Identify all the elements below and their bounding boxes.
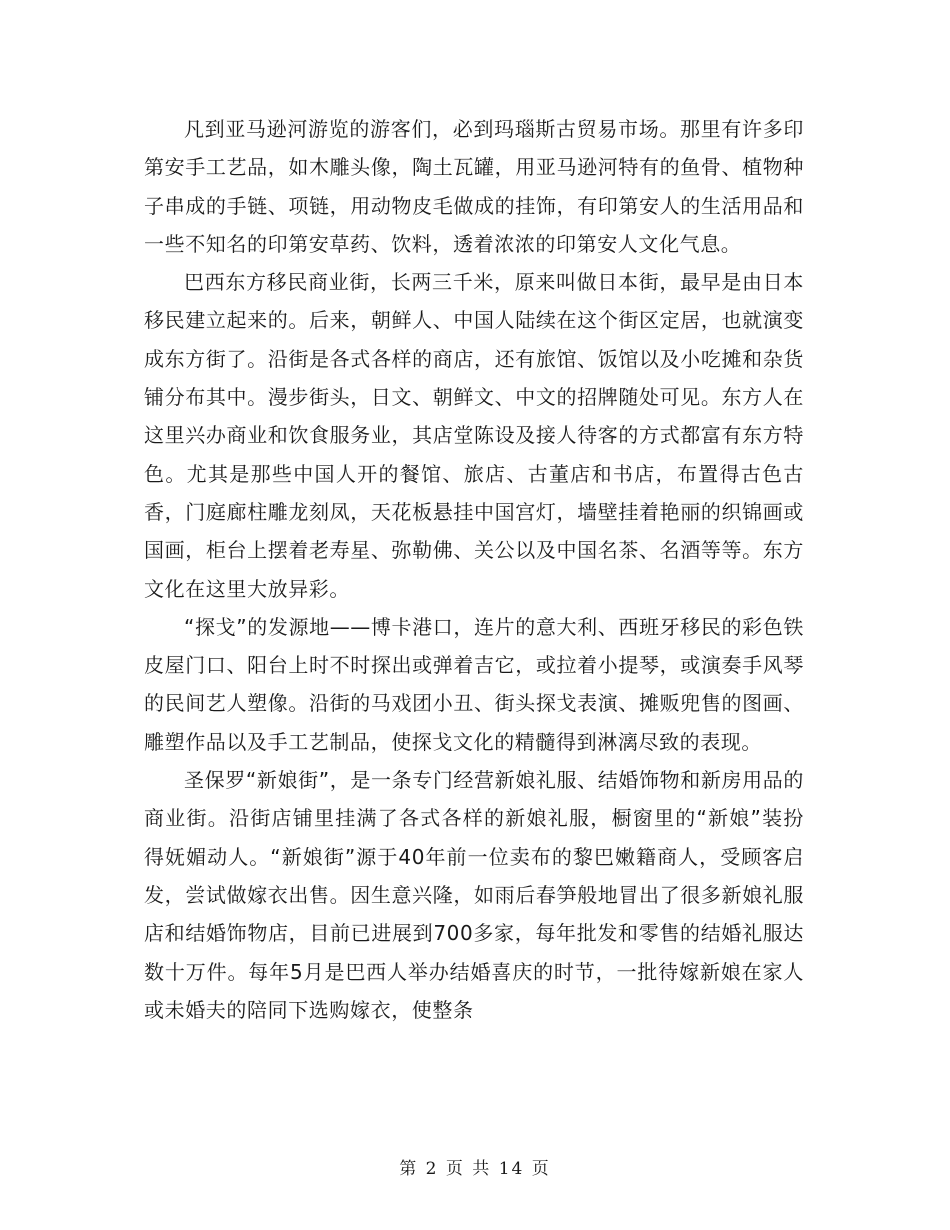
paragraph-oriental-street: 巴西东方移民商业街，长两三千米，原来叫做日本街，最早是由日本移民建立起来的。后来，朝鲜人、中国人陆续在这个街区定居，也就演变成东方街了。沿街是各式各样的商店，还有旅馆、饭馆以及小吃摊和杂货铺分布其中。漫步街头，日文、朝鲜文、中文的招牌随处可见。东方人在这里兴办商业和饮食服务业，其店堂陈设及接人待客的方式都富有东方特色。尤其是那些中国人开的餐馆、旅店、古董店和书店，布置得古色古香，门庭廊柱雕龙刻凤，天花板悬挂中国宫灯，墙壁挂着艳丽的织锦画或国画，柜台上摆着老寿星、弥勒佛、关公以及中国名茶、名酒等等。东方文化在这里大放异彩。 (144, 270, 804, 601)
paragraph-tango-origin: “探戈”的发源地——博卡港口，连片的意大利、西班牙移民的彩色铁皮屋门口、阳台上时不时探出或弹着吉它，或拉着小提琴，或演奏手风琴的民间艺人塑像。沿街的马戏团小丑、街头探戈表演、摊贩兜售的图画、雕塑作品以及手工艺制品，使探戈文化的精髓得到淋漓尽致的表现。 (144, 614, 804, 754)
paragraph-amazon-market: 凡到亚马逊河游览的游客们，必到玛瑙斯古贸易市场。那里有许多印第安手工艺品，如木雕头像，陶土瓦罐，用亚马逊河特有的鱼骨、植物种子串成的手链、项链，用动物皮毛做成的挂饰，有印第安人的生活用品和一些不知名的印第安草药、饮料，透着浓浓的印第安人文化气息。 (144, 117, 804, 256)
document-body (144, 110, 804, 1029)
footer-mid: 页 共 (445, 1159, 492, 1179)
page-footer (0, 1154, 950, 1179)
paragraph-bride-street: 圣保罗“新娘街”，是一条专门经营新娘礼服、结婚饰物和新房用品的商业街。沿街店铺里挂满了各式各样的新娘礼服，橱窗里的“新娘”装扮得妩媚动人。“新娘街”源于40年前一位卖布的黎巴嫩籍商人，受顾客启发，尝试做嫁衣出售。因生意兴隆，如雨后春笋般地冒出了很多新娘礼服店和结婚饰物店，目前已进展到700多家，每年批发和零售的结婚礼服达数十万件。每年5月是巴西人举办结婚喜庆的时节，一批待嫁新娘在家人或未婚夫的陪同下选购嫁衣，使整条 (144, 768, 804, 1022)
footer-prefix: 第 (399, 1159, 419, 1179)
footer-current-page: 2 (425, 1159, 439, 1179)
footer-suffix: 页 (531, 1159, 551, 1179)
footer-total-pages: 14 (498, 1159, 525, 1179)
